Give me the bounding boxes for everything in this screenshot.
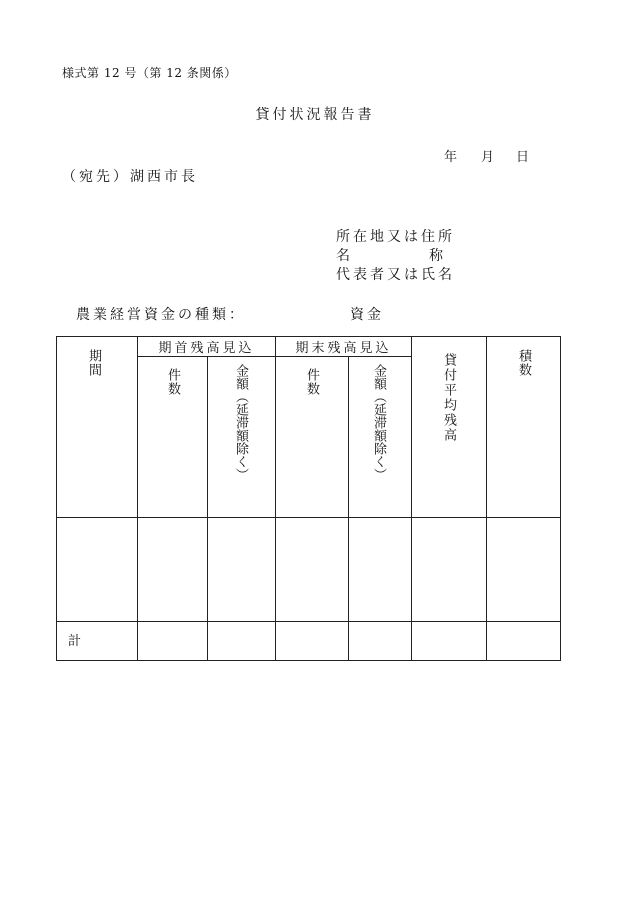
document-title: 貸付状況報告書	[255, 107, 375, 123]
name-label-first: 名	[336, 248, 353, 264]
header-period: 期間	[86, 349, 101, 377]
date-year-label: 年	[444, 150, 458, 165]
fund-suffix: 資金	[350, 307, 384, 323]
date-month-label: 月	[481, 150, 495, 165]
header-end-balance: 期末残高見込	[295, 341, 392, 356]
header-average-balance: 貸付平均残高	[441, 353, 456, 443]
header-end-amount: 金額（延滞額除く）	[371, 363, 386, 481]
name-label-second: 称	[429, 248, 446, 264]
header-product: 積数	[516, 349, 531, 377]
header-begin-balance: 期首残高見込	[158, 341, 255, 356]
header-begin-amount: 金額（延滞額除く）	[233, 363, 248, 481]
header-begin-count: 件数	[165, 368, 180, 396]
date-day-label: 日	[516, 150, 530, 165]
header-end-count: 件数	[304, 368, 319, 396]
fund-type-label: 農業経営資金の種類：	[76, 307, 246, 323]
form-number: 様式第 12 号（第 12 条関係）	[62, 66, 237, 80]
row-total-label: 計	[68, 634, 82, 649]
applicant-address-label: 所在地又は住所	[336, 229, 455, 245]
addressee: （宛先）湖西市長	[62, 169, 198, 185]
applicant-representative-label: 代表者又は氏名	[336, 267, 455, 283]
